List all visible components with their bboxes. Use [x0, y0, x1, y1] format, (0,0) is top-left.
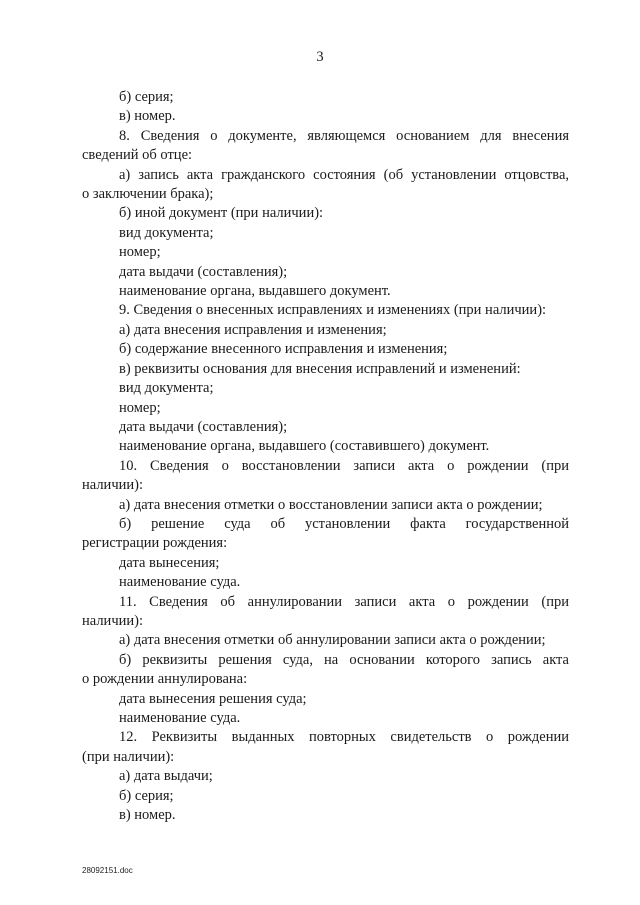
- document-line: б) решение суда об установлении факта государственной: [119, 515, 569, 532]
- document-line: регистрации рождения:: [82, 535, 228, 552]
- document-line: наличии):: [82, 612, 143, 629]
- document-line: (при наличии):: [82, 748, 175, 765]
- document-body: [82, 88, 569, 825]
- document-line: в) реквизиты основания для внесения исправлений и изменений:: [119, 360, 521, 377]
- document-line: наличии):: [82, 477, 143, 494]
- document-line: номер;: [119, 399, 161, 416]
- document-line: о заключении брака);: [82, 186, 214, 203]
- page-number: 3: [316, 49, 324, 65]
- document-line: 8. Сведения о документе, являющемся основанием для внесения: [119, 127, 569, 144]
- document-line: 11. Сведения об аннулировании записи акта о рождении (при: [119, 593, 569, 610]
- document-line: о рождении аннулирована:: [82, 671, 248, 688]
- document-line: наименование суда.: [119, 710, 241, 726]
- document-line: дата вынесения решения суда;: [119, 690, 307, 707]
- document-line: а) дата внесения отметки об аннулировании записи акта о рождении;: [119, 632, 546, 649]
- document-line: вид документа;: [119, 380, 214, 397]
- document-line: б) иной документ (при наличии):: [119, 205, 324, 222]
- document-line: б) реквизиты решения суда, на основании которого запись акта: [119, 651, 569, 668]
- document-line: дата вынесения;: [119, 554, 220, 571]
- document-line: б) серия;: [119, 89, 174, 105]
- document-line: в) номер.: [119, 108, 176, 125]
- document-line: б) содержание внесенного исправления и изменения;: [119, 341, 448, 358]
- document-line: в) номер.: [119, 807, 176, 824]
- document-line: дата выдачи (составления);: [119, 418, 288, 435]
- document-line: номер;: [119, 244, 161, 261]
- document-line: а) запись акта гражданского состояния (об установлении отцовства,: [119, 166, 569, 183]
- document-line: вид документа;: [119, 224, 214, 241]
- document-line: 10. Сведения о восстановлении записи акта о рождении (при: [119, 457, 569, 474]
- document-line: а) дата внесения исправления и изменения;: [119, 321, 387, 338]
- document-line: б) серия;: [119, 787, 174, 804]
- document-line: а) дата выдачи;: [119, 768, 213, 785]
- document-line: 9. Сведения о внесенных исправлениях и изменениях (при наличии):: [119, 302, 547, 319]
- document-line: 12. Реквизиты выданных повторных свидетельств о рождении: [119, 729, 569, 746]
- document-line: наименование органа, выдавшего документ.: [119, 283, 391, 300]
- document-line: а) дата внесения отметки о восстановлении записи акта о рождении;: [119, 496, 543, 513]
- document-line: дата выдачи (составления);: [119, 263, 288, 280]
- document-line: сведений об отце:: [82, 147, 193, 164]
- file-name-footer: 28092151.doc: [82, 866, 133, 875]
- document-line: наименование суда.: [119, 574, 241, 591]
- document-line: наименование органа, выдавшего (составившего) документ.: [119, 438, 490, 455]
